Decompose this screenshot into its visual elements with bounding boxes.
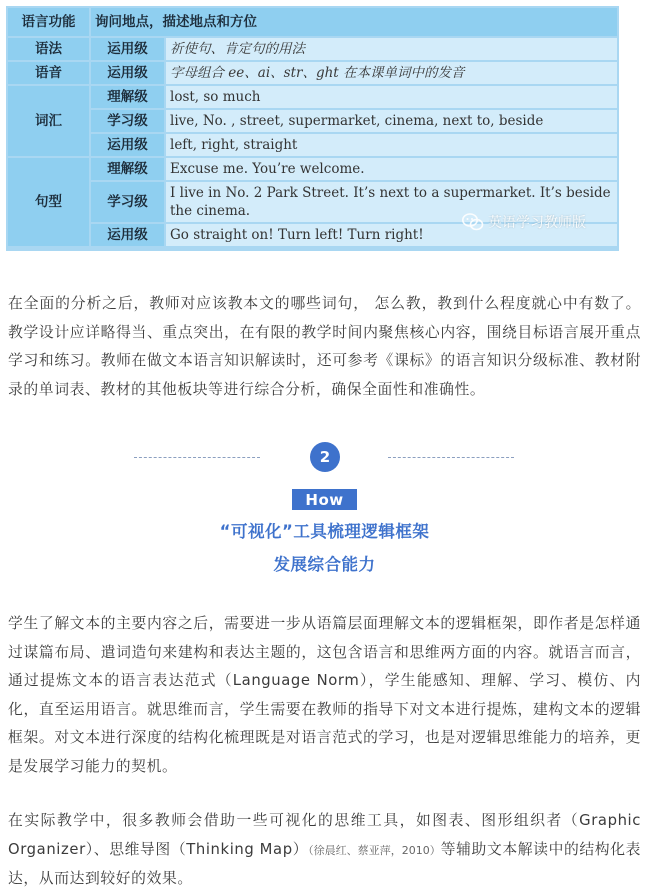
vocab-content-cell: left, right, straight [166, 134, 617, 156]
vocabulary-category-cell: 词汇 [8, 86, 89, 156]
table-row-vocab-1 [8, 86, 617, 108]
vocab-level-cell: 运用级 [91, 134, 164, 156]
table-header-row [8, 8, 617, 36]
vocab-level-cell: 学习级 [91, 110, 164, 132]
divider-right [388, 457, 514, 458]
section-number-badge: 2 [310, 442, 340, 472]
paragraph-logic-framework: 学生了解文本的主要内容之后，需要进一步从语篇层面理解文本的逻辑框架，即作者是怎样通过谋篇布局、遣词造句来建构和表达主题的，这包含语言和思维两方面的内容。就语言而言，通过提炼文本的语言表达范式（Language Norm），学生能感知、理解、学习、模仿、内化，直至运用语言。就思维而言，学生需要在教师的指导下对文本进行提炼，建构文本的逻辑框架。对文本进行深度的结构化梳理既是对语言范式的学习，也是对逻辑思维能力的培养，更是发展学习能力的契机。 [8, 615, 641, 775]
watermark [462, 212, 586, 232]
phonetics-level-cell: 运用级 [91, 62, 164, 84]
table-row-vocab-2 [8, 110, 617, 132]
table-row-phonetics [8, 62, 617, 84]
sentence-content-cell: Excuse me. You’re welcome. [166, 158, 617, 180]
header-content-cell: 询问地点，描述地点和方位 [91, 8, 617, 36]
sentence-content-cell: I live in No. 2 Park Street. It’s next to a supermarket. It’s beside the cinema. [166, 182, 617, 222]
grammar-level-cell: 运用级 [91, 38, 164, 60]
sentence-level-cell: 运用级 [91, 224, 164, 246]
phonetics-content-cell: 字母组合 ee、ai、str、ght 在本课单词中的发音 [166, 62, 617, 84]
grammar-category-cell: 语法 [8, 38, 89, 60]
how-badge: How [292, 489, 357, 510]
header-category-cell: 语言功能 [8, 8, 89, 36]
section-title-line1: “可视化”工具梳理逻辑框架 [219, 522, 430, 541]
paragraph-analysis: 在全面的分析之后，教师对应该教本文的哪些词句， 怎么教，教到什么程度就心中有数了。教学设计应详略得当、重点突出，在有限的教学时间内聚焦核心内容，围绕目标语言展开重点学习和练习。教师在做文本语言知识解读时，还可参考《课标》的语言知识分级标准、教材附录的单词表、教材的其他板块等进行综合分析，确保全面性和准确性。 [8, 295, 641, 398]
section-title-line2: 发展综合能力 [273, 555, 376, 574]
vocab-content-cell: lost, so much [166, 86, 617, 108]
grammar-content-cell: 祈使句、肯定句的用法 [166, 38, 617, 60]
phonetics-category-cell: 语音 [8, 62, 89, 84]
paragraph-visual-tools [8, 807, 641, 894]
paragraph-text: 等辅助文本解读中的结构化表达，从而达到较好的效果。 [8, 840, 641, 887]
table-row-sentence-1 [8, 158, 617, 180]
table-row-grammar [8, 38, 617, 60]
vocab-content-cell: live, No. , street, supermarket, cinema, next to, beside [166, 110, 617, 132]
sentence-level-cell: 理解级 [91, 158, 164, 180]
table-row-vocab-3 [8, 134, 617, 156]
sentence-content-cell: Go straight on! Turn left! Turn right! [166, 224, 617, 246]
paragraph-text: 在实际教学中，很多教师会借助一些可视化的思维工具，如图表、图形组织者（Graphic Organizer）、思维导图（Thinking Map） [8, 812, 641, 858]
watermark-text: 英语学习教师版 [488, 215, 586, 231]
wechat-icon [462, 213, 484, 231]
sentence-level-cell: 学习级 [91, 182, 164, 222]
sentence-category-cell: 句型 [8, 158, 89, 246]
divider-left [134, 457, 260, 458]
citation: （徐晨红、蔡亚萍，2010） [308, 843, 441, 857]
vocab-level-cell: 理解级 [91, 86, 164, 108]
